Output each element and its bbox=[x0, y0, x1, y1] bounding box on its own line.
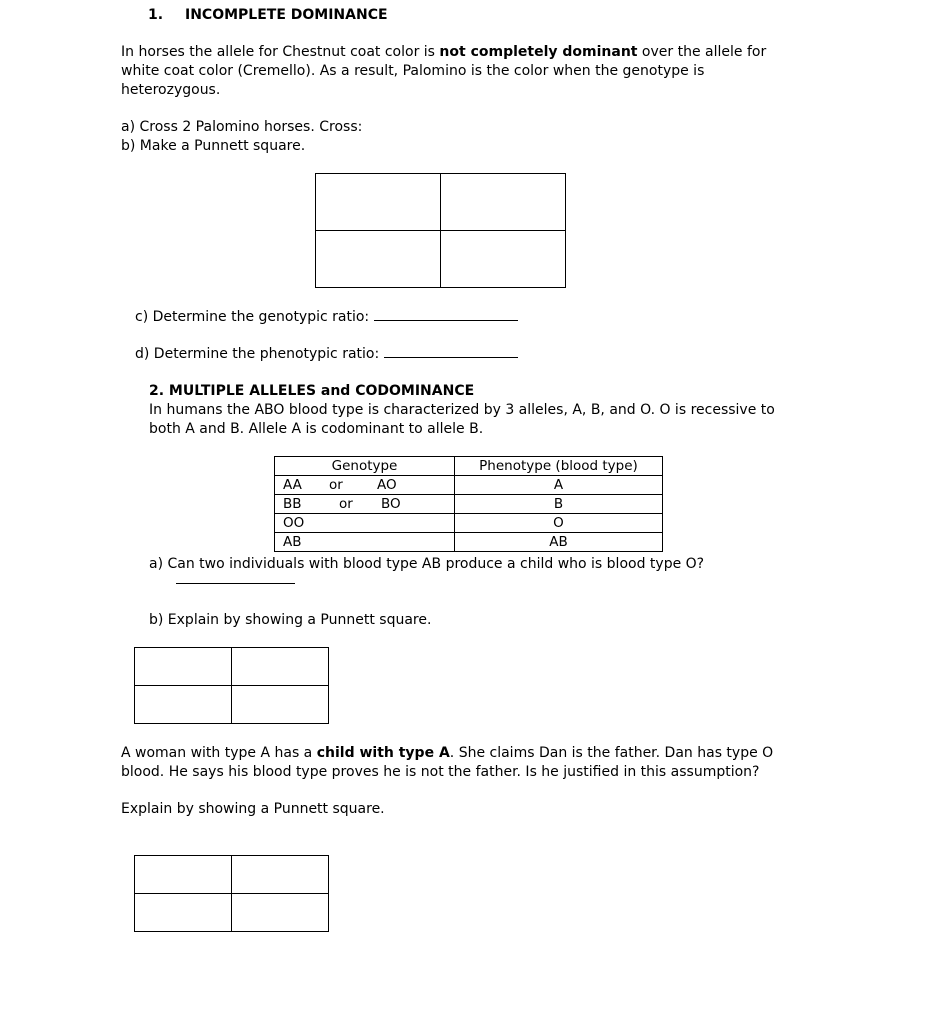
phenotype-cell: B bbox=[455, 495, 663, 514]
or-cell bbox=[321, 514, 369, 533]
section2-intro-line1: In humans the ABO blood type is characterized by 3 alleles, A, B, and O. O is recessive to bbox=[149, 402, 775, 418]
question-1c bbox=[135, 308, 518, 327]
section3-text: A woman with type A has a bbox=[121, 745, 317, 761]
answer-blank-phenotypic[interactable] bbox=[384, 357, 518, 358]
answer-blank-genotypic[interactable] bbox=[374, 320, 518, 321]
genotype-alt-cell: BO bbox=[369, 495, 455, 514]
genotype-cell: BB bbox=[275, 495, 322, 514]
table-row bbox=[275, 514, 663, 533]
table-row bbox=[275, 533, 663, 552]
genotype-cell: AA bbox=[275, 476, 322, 495]
punnett-square-3 bbox=[134, 855, 329, 932]
or-cell bbox=[321, 533, 369, 552]
punnett-cell[interactable] bbox=[441, 231, 566, 288]
punnett-cell[interactable] bbox=[232, 648, 329, 686]
section3-bold-text: child with type A bbox=[316, 745, 450, 761]
section1-intro-line3: heterozygous. bbox=[121, 82, 221, 98]
intro-bold-text: not completely dominant bbox=[439, 44, 638, 60]
punnett-cell[interactable] bbox=[135, 856, 232, 894]
punnett-cell[interactable] bbox=[316, 231, 441, 288]
genotype-cell: AB bbox=[275, 533, 322, 552]
section2-title: 2. MULTIPLE ALLELES and CODOMINANCE bbox=[149, 383, 475, 399]
question-1c-label: c) Determine the genotypic ratio: bbox=[135, 309, 370, 325]
genotype-header: Genotype bbox=[275, 457, 455, 476]
section1-number: 1. bbox=[148, 7, 164, 23]
intro-text: In horses the allele for Chestnut coat color is bbox=[121, 44, 440, 60]
intro-text-end: over the allele for bbox=[637, 44, 767, 60]
question-1b: b) Make a Punnett square. bbox=[121, 138, 306, 154]
punnett-cell[interactable] bbox=[232, 686, 329, 724]
punnett-cell[interactable] bbox=[232, 856, 329, 894]
question-1d-label: d) Determine the phenotypic ratio: bbox=[135, 346, 380, 362]
answer-blank-2a[interactable] bbox=[176, 583, 295, 584]
genotype-alt-cell bbox=[369, 533, 455, 552]
punnett-cell[interactable] bbox=[232, 894, 329, 932]
genotype-cell: OO bbox=[275, 514, 322, 533]
table-row bbox=[275, 495, 663, 514]
section2-intro-line2: both A and B. Allele A is codominant to allele B. bbox=[149, 421, 484, 437]
or-cell: or bbox=[321, 495, 369, 514]
phenotype-cell: A bbox=[455, 476, 663, 495]
section1-intro-line1 bbox=[121, 43, 766, 62]
punnett-cell[interactable] bbox=[135, 648, 232, 686]
phenotype-cell: O bbox=[455, 514, 663, 533]
blood-type-table bbox=[274, 456, 663, 552]
genotype-alt-cell bbox=[369, 514, 455, 533]
section3-text-end: . She claims Dan is the father. Dan has type O bbox=[449, 745, 774, 761]
punnett-cell[interactable] bbox=[316, 174, 441, 231]
or-cell: or bbox=[321, 476, 369, 495]
phenotype-header: Phenotype (blood type) bbox=[455, 457, 663, 476]
question-1d bbox=[135, 345, 518, 364]
punnett-square-2 bbox=[134, 647, 329, 724]
punnett-cell[interactable] bbox=[135, 894, 232, 932]
genotype-alt-cell: AO bbox=[369, 476, 455, 495]
section3-explain: Explain by showing a Punnett square. bbox=[121, 801, 385, 817]
section3-line2: blood. He says his blood type proves he is not the father. Is he justified in this assumption? bbox=[121, 764, 760, 780]
section1-intro-line2: white coat color (Cremello). As a result, Palomino is the color when the genotype is bbox=[121, 63, 705, 79]
question-1a: a) Cross 2 Palomino horses. Cross: bbox=[121, 119, 363, 135]
phenotype-cell: AB bbox=[455, 533, 663, 552]
section1-title: INCOMPLETE DOMINANCE bbox=[185, 7, 388, 23]
table-row bbox=[275, 476, 663, 495]
punnett-cell[interactable] bbox=[441, 174, 566, 231]
section3-line1 bbox=[121, 744, 773, 763]
question-2a: a) Can two individuals with blood type AB produce a child who is blood type O? bbox=[149, 556, 705, 572]
question-2b: b) Explain by showing a Punnett square. bbox=[149, 612, 432, 628]
punnett-square-1 bbox=[315, 173, 566, 288]
punnett-cell[interactable] bbox=[135, 686, 232, 724]
